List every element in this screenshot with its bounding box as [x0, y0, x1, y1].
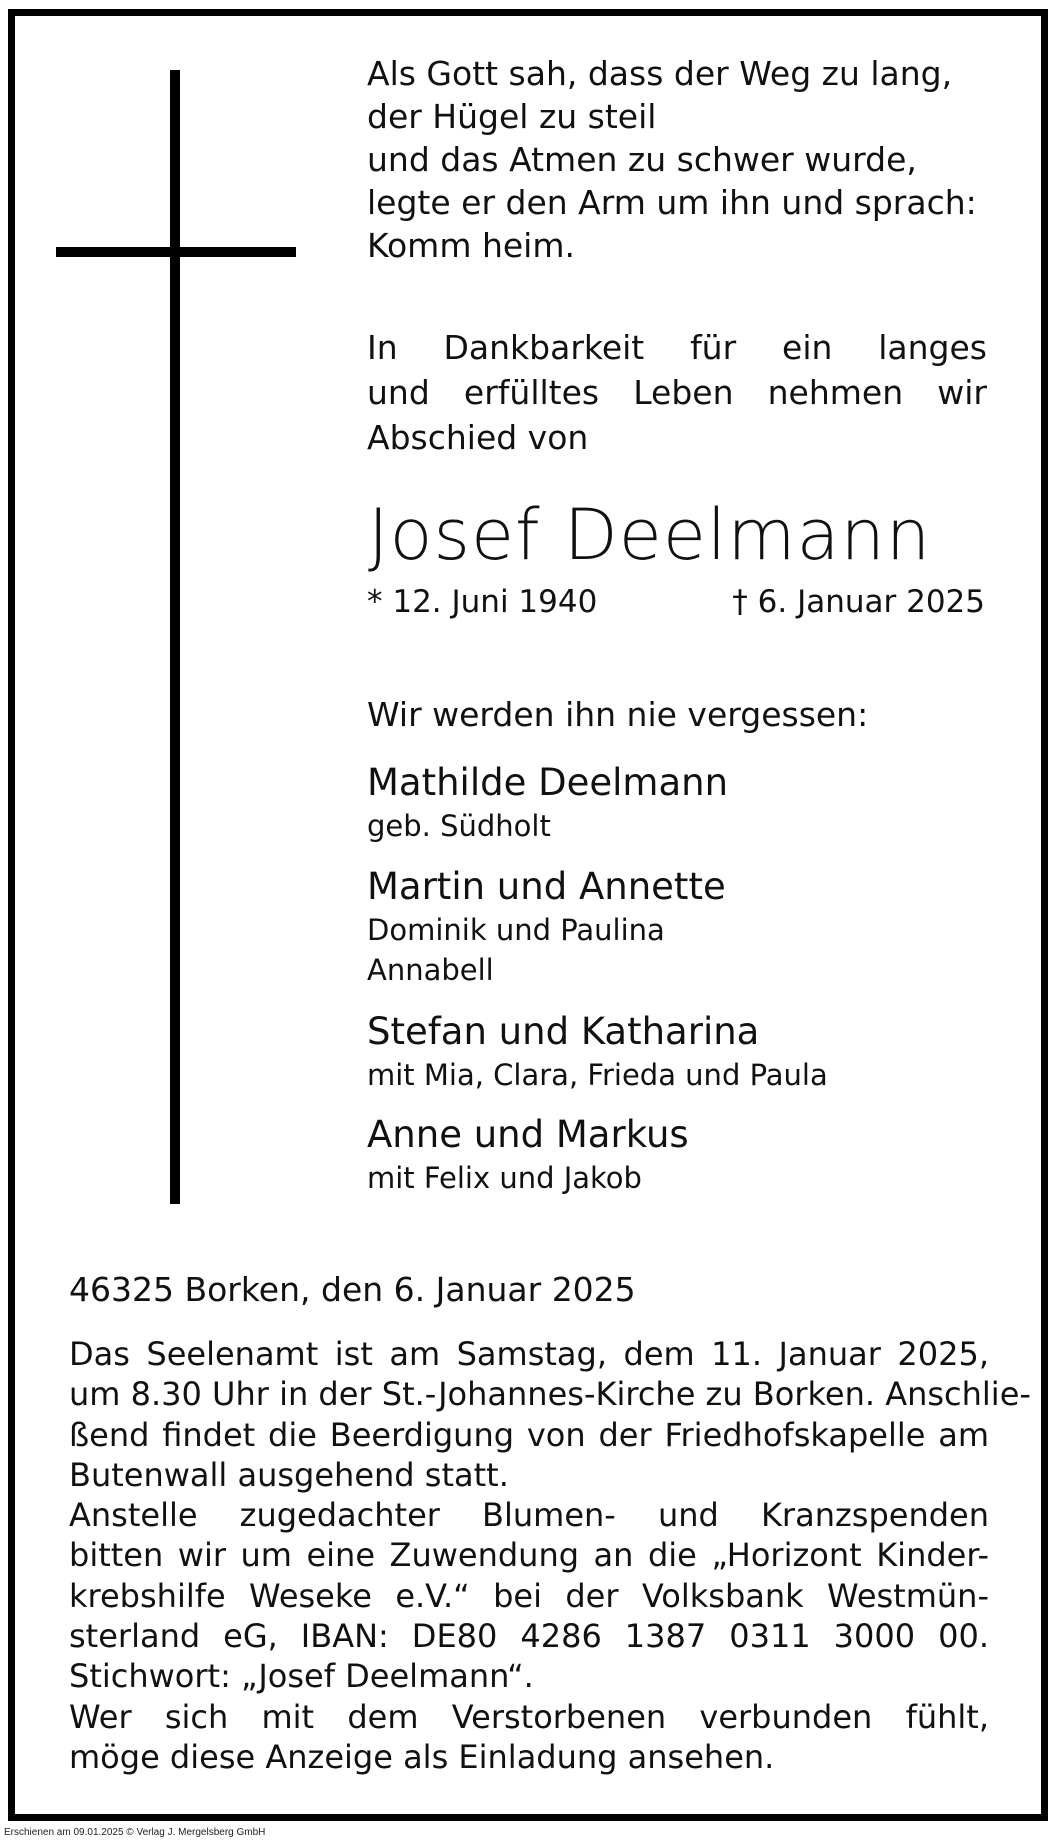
service-line: Das Seelenamt ist am Samstag, dem 11. Januar 2025, [69, 1335, 989, 1373]
service-line: krebshilfe Weseke e.V.“ bei der Volksbank Westmün- [69, 1576, 989, 1615]
family-name: Martin und Annette [367, 865, 726, 908]
service-line: bitten wir um eine Zuwendung an die „Horizont Kinder- [69, 1536, 989, 1575]
death-date: † 6. Januar 2025 [732, 584, 985, 620]
verse-line: und das Atmen zu schwer wurde, [367, 140, 917, 179]
family-sub: mit Felix und Jakob [367, 1161, 642, 1195]
family-group [367, 1009, 828, 1095]
family-sub: Annabell [367, 953, 494, 987]
service-line: Wer sich mit dem Verstorbenen verbunden fühlt, [69, 1697, 989, 1736]
service-line: Stichwort: „Josef Deelmann“. [69, 1657, 534, 1696]
service-line: ßend findet die Beerdigung von der Friedhofskapelle am [69, 1415, 989, 1454]
remember-line: Wir werden ihn nie vergessen: [367, 695, 869, 734]
cross-icon-crossbar [56, 247, 296, 257]
deceased-name: Josef Deelmann [368, 494, 932, 576]
service-line: Anstelle zugedachter Blumen- und Kranzspenden [69, 1496, 989, 1535]
service-line: möge diese Anzeige als Einladung ansehen. [69, 1737, 775, 1776]
verse-line: Als Gott sah, dass der Weg zu lang, [367, 54, 953, 93]
verse-line: der Hügel zu steil [367, 97, 657, 136]
family-sub: mit Mia, Clara, Frieda und Paula [367, 1058, 828, 1092]
thanks-line: In Dankbarkeit für ein langes [367, 328, 987, 367]
family-name: Anne und Markus [367, 1113, 689, 1156]
family-sub: geb. Südholt [367, 809, 551, 843]
service-text [69, 1334, 1031, 1777]
family-name: Mathilde Deelmann [367, 761, 729, 804]
place-date: 46325 Borken, den 6. Januar 2025 [69, 1270, 636, 1309]
family-sub: Dominik und Paulina [367, 913, 665, 947]
publication-footer: Erschienen am 09.01.2025 © Verlag J. Mergelsberg GmbH [4, 1827, 266, 1838]
service-line: um 8.30 Uhr in der St.-Johannes-Kirche zu Borken. Anschlie- [69, 1375, 1031, 1414]
family-name: Stefan und Katharina [367, 1010, 760, 1053]
family-group [367, 760, 728, 846]
thanks-line: Abschied von [367, 418, 589, 457]
service-line: sterland eG, IBAN: DE80 4286 1387 0311 3000 00. [69, 1617, 989, 1656]
service-line: Butenwall ausgehend statt. [69, 1455, 509, 1494]
thanks-text [367, 325, 987, 460]
verse [367, 52, 987, 267]
verse-line: Komm heim. [367, 226, 575, 265]
verse-line: legte er den Arm um ihn und sprach: [367, 183, 977, 222]
family-group [367, 1112, 689, 1198]
cross-icon [170, 70, 180, 1204]
life-dates [367, 580, 987, 624]
family-group [367, 864, 726, 990]
thanks-line: und erfülltes Leben nehmen wir [367, 373, 987, 412]
birth-date: * 12. Juni 1940 [367, 584, 598, 620]
